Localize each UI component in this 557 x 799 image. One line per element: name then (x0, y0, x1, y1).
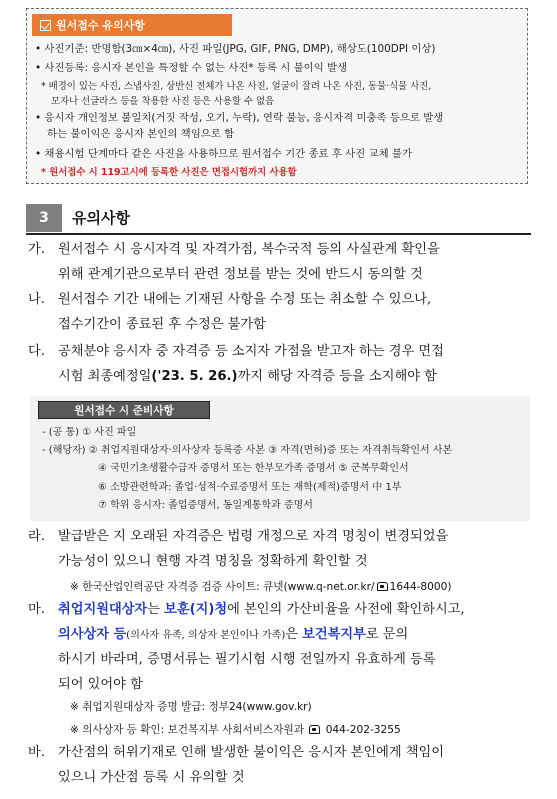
phone-icon (309, 725, 320, 734)
item-text: 있으니 가산점 등록 시 유의할 것 (58, 770, 245, 785)
section-title: 유의사항 (72, 209, 130, 227)
section-divider (26, 233, 531, 235)
item-text: 하시기 바라며, 증명서류는 필기시험 시행 전일까지 유효하게 등록 (58, 652, 436, 667)
notice-header-label: 원서접수 유의사항 (56, 19, 145, 32)
item-text-part: 까지 해당 자격증 등을 소지해야 함 (237, 369, 437, 384)
item-text-part: (의사자 유족, 의상자 본인이나 가족) (126, 630, 286, 641)
note-text: 1644-8000) (389, 581, 452, 593)
item-label: 가. (28, 242, 45, 257)
item-text: 가산점의 허위기재로 인해 발생한 불이익은 응시자 본인에게 책임이 (58, 745, 445, 760)
note-text: ※ 의사상자 등 확인: 보건복지부 사회서비스자원과 (70, 724, 308, 736)
notice-line: • 응시자 개인정보 불일치(거짓 작성, 오기, 누락), 연락 불능, 응시자격 미충족 등으로 발생 (35, 112, 444, 124)
item-text-part: 에 본인의 가산비율을 사전에 확인하시고, (227, 602, 465, 617)
item-text (58, 367, 437, 387)
item-text-part: 시험 최종예정일 (58, 369, 152, 384)
preparation-box (30, 396, 530, 521)
notice-box (26, 8, 528, 184)
item-label: 바. (28, 745, 45, 760)
item-text-part: 로 문의 (365, 627, 409, 642)
notice-line: 하는 불이익은 응시자 본인의 책임으로 함 (47, 128, 235, 140)
item-text: 원서접수 시 응시자격 및 자격가점, 복수국적 등의 사실관계 확인을 (58, 242, 440, 257)
notice-line: 모자나 선글라스 등을 착용한 사진 등은 사용할 수 없음 (51, 96, 275, 107)
item-text: 원서접수 기간 내에는 기재된 사항을 수정 또는 취소할 수 있으나, (58, 292, 432, 307)
preparation-header: 원서접수 시 준비사항 (38, 401, 210, 419)
notice-warning: * 원서접수 시 119고시에 등록한 사진은 면접시험까지 사용함 (41, 167, 297, 178)
item-label: 다. (28, 344, 45, 359)
checkbox-icon (40, 20, 51, 31)
item-text (58, 600, 465, 620)
item-text: 발급받은 지 오래된 자격증은 법령 개정으로 자격 명칭이 변경되었을 (58, 529, 449, 544)
emphasis-text: 보건복지부 (302, 627, 366, 642)
preparation-line: ⑦ 학위 응시자: 졸업증명서, 동일계통학과 증명서 (98, 500, 313, 511)
item-text-part: 은 (285, 627, 303, 642)
item-text (58, 625, 408, 646)
item-text: 공채분야 응시자 중 자격증 등 소지자 가점을 받고자 하는 경우 면접 (58, 344, 444, 359)
preparation-line: ④ 국민기초생활수급자 증명서 또는 한부모가족 증명서 ⑤ 군복무확인서 (98, 463, 409, 474)
note-text: ※ 한국산업인력공단 자격증 검증 사이트: 큐넷(www.q-net.or.kr/ (70, 581, 375, 593)
item-text-part: 는 (147, 602, 165, 617)
item-text: 되어 있어야 함 (58, 677, 143, 692)
gov24-note: ※ 취업지원대상자 증명 발급: 정부24(www.gov.kr) (70, 701, 312, 713)
notice-line: • 사진등록: 응시자 본인을 특정할 수 없는 사진* 등록 시 불이익 발생 (35, 62, 348, 74)
emphasis-text: 의사상자 등 (58, 627, 127, 642)
qnet-note (70, 579, 452, 595)
emphasis-text: 취업지원대상자 (58, 602, 148, 617)
item-label: 마. (28, 602, 45, 617)
section-number: 3 (26, 204, 62, 232)
item-label: 라. (28, 529, 45, 544)
notice-line: * 배경이 있는 사진, 스냅사진, 상반신 전체가 나온 사진, 얼굴이 잘려 나온 사진, 동물·식물 사진, (41, 81, 432, 92)
preparation-line: ⑥ 소방관련학과: 졸업·성적·수료증명서 또는 재학(제적)증명서 中 1부 (98, 482, 402, 493)
emphasis-text: 보훈(지)청 (164, 602, 228, 617)
item-label: 나. (28, 292, 45, 307)
notice-line: • 사진기준: 반명함(3㎝×4㎝), 사진 파일(JPG, GIF, PNG, DMP), 해상도(100DPI 이상) (35, 43, 436, 55)
preparation-line: - (해당자) ② 취업지원대상자·의사상자 등록증 사본 ③ 자격(면허)증 또는 자격취득확인서 사본 (42, 445, 453, 456)
notice-line: • 채용시험 단계마다 같은 사진을 사용하므로 원서접수 기간 종료 후 사진 교체 불가 (35, 148, 412, 160)
item-text: 접수기간이 종료된 후 수정은 불가함 (58, 317, 266, 332)
phone-icon (377, 582, 388, 591)
deadline-date: ('23. 5. 26.) (151, 369, 238, 384)
preparation-line: - (공 통) ① 사진 파일 (42, 427, 137, 438)
item-text: 위해 관계기관으로부터 관련 정보를 받는 것에 반드시 동의할 것 (58, 267, 423, 282)
item-text: 가능성이 있으니 현행 자격 명칭을 정확하게 확인할 것 (58, 554, 368, 569)
notice-header (32, 14, 232, 36)
note-text: 044-202-3255 (322, 724, 401, 736)
welfare-note (70, 722, 401, 738)
